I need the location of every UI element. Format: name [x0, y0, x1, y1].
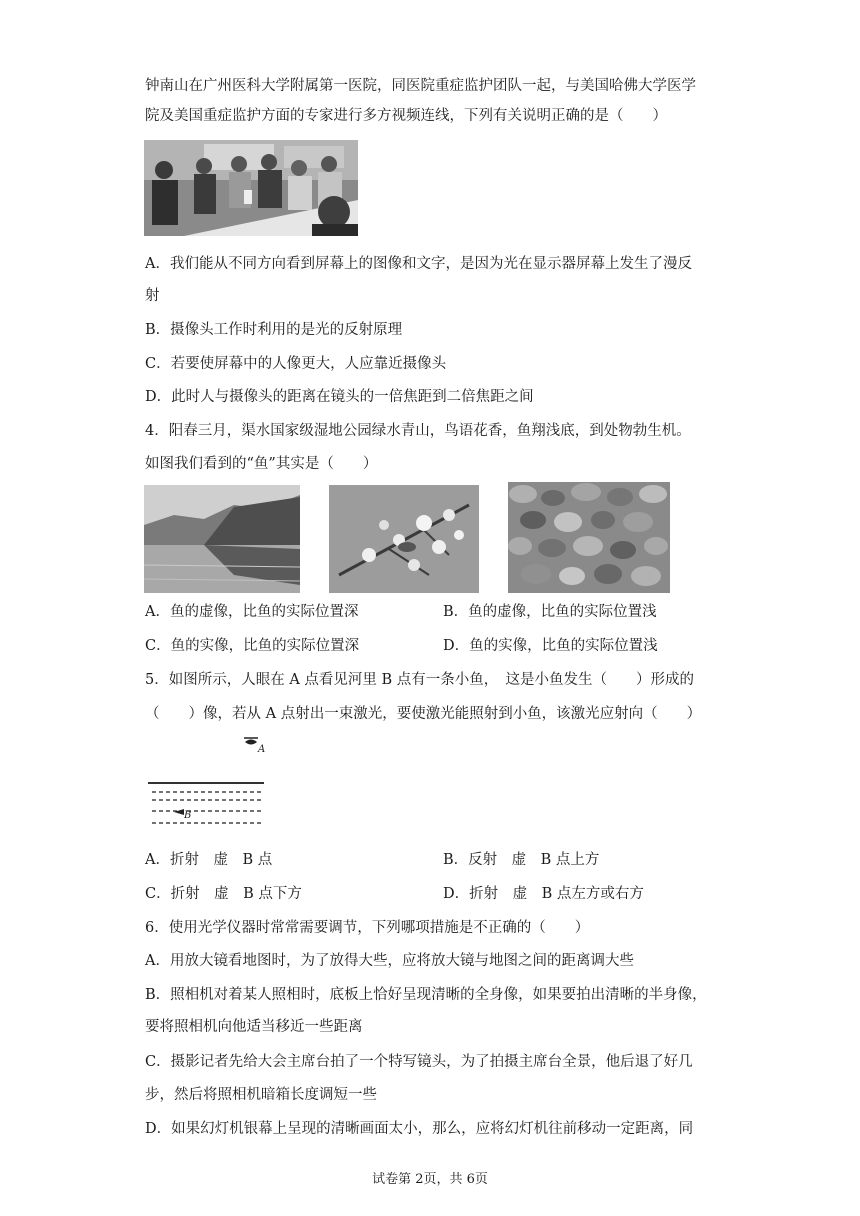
lake-mountain-photo: [144, 485, 300, 593]
q6-option-b-line1: B．照相机对着某人照相时，底板上恰好呈现清晰的全身像，如果要拍出清晰的半身像，: [145, 987, 707, 1003]
q4-option-a: A．鱼的虚像，比鱼的实际位置深: [145, 604, 359, 620]
q6-stem: 6．使用光学仪器时常常需要调节，下列哪项措施是不正确的（ ）: [145, 920, 590, 936]
q4-stem-line2: 如图我们看到的“鱼”其实是（ ）: [145, 456, 378, 472]
q6-option-c-line2: 步，然后将照相机暗箱长度调短一些: [145, 1087, 377, 1103]
q6-option-c-line1: C．摄影记者先给大会主席台拍了一个特写镜头，为了拍摄主席台全景，他后退了好几: [145, 1054, 693, 1070]
q3-option-c: C．若要使屏幕中的人像更大，人应靠近摄像头: [145, 356, 447, 372]
pebbles-photo: [508, 482, 670, 593]
q6-option-b-line2: 要将照相机向他适当移近一些距离: [145, 1019, 363, 1035]
fish-icon: [174, 809, 184, 815]
point-a-label: A: [258, 744, 266, 755]
q5-option-d: D．折射 虚 B 点左方或右方: [443, 886, 644, 902]
q3-stem-line2: 院及美国重症监护方面的专家进行多方视频连线，下列有关说明正确的是（ ）: [145, 108, 667, 124]
q3-option-d: D．此时人与摄像头的距离在镜头的一倍焦距到二倍焦距之间: [145, 389, 534, 405]
q5-option-a: A．折射 虚 B 点: [145, 852, 273, 868]
q4-option-d: D．鱼的实像，比鱼的实际位置浅: [443, 638, 658, 654]
q5-option-b: B．反射 虚 B 点上方: [443, 852, 600, 868]
page-footer: 试卷第 2页，共 6页: [372, 1172, 488, 1187]
q5-option-c: C．折射 虚 B 点下方: [145, 886, 302, 902]
q4-option-c: C．鱼的实像，比鱼的实际位置深: [145, 638, 360, 654]
q3-stem-line1: 钟南山在广州医科大学附属第一医院，同医院重症监护团队一起，与美国哈佛大学医学: [145, 78, 696, 94]
q3-option-b: B．摄像头工作时利用的是光的反射原理: [145, 322, 403, 338]
q3-option-a-line1: A．我们能从不同方向看到屏幕上的图像和文字，是因为光在显示器屏幕上发生了漫反: [145, 256, 692, 272]
eye-fish-diagram: [148, 732, 270, 828]
q4-stem-line1: 4．阳春三月，渠水国家级湿地公园绿水青山，鸟语花香，鱼翔浅底，到处物勃生机。: [145, 423, 691, 439]
point-b-label: B: [184, 810, 192, 821]
blossom-bird-photo: [329, 485, 479, 593]
video-conference-photo: [144, 140, 358, 236]
q6-option-a: A．用放大镜看地图时，为了放得大些，应将放大镜与地图之间的距离调大些: [145, 953, 634, 969]
q3-option-a-line2: 射: [145, 288, 160, 304]
q4-option-b: B．鱼的虚像，比鱼的实际位置浅: [443, 604, 657, 620]
q5-stem-line2: （ ）像，若从 A 点射出一束激光，要使激光能照射到小鱼，该激光应射向（ ）: [145, 706, 702, 722]
q6-option-d-line1: D．如果幻灯机银幕上呈现的清晰画面太小，那么，应将幻灯机往前移动一定距离，同: [145, 1121, 694, 1137]
q5-stem-line1: 5．如图所示，人眼在 A 点看见河里 B 点有一条小鱼， 这是小鱼发生（ ）形成的: [145, 672, 695, 688]
eye-icon: [244, 738, 258, 745]
